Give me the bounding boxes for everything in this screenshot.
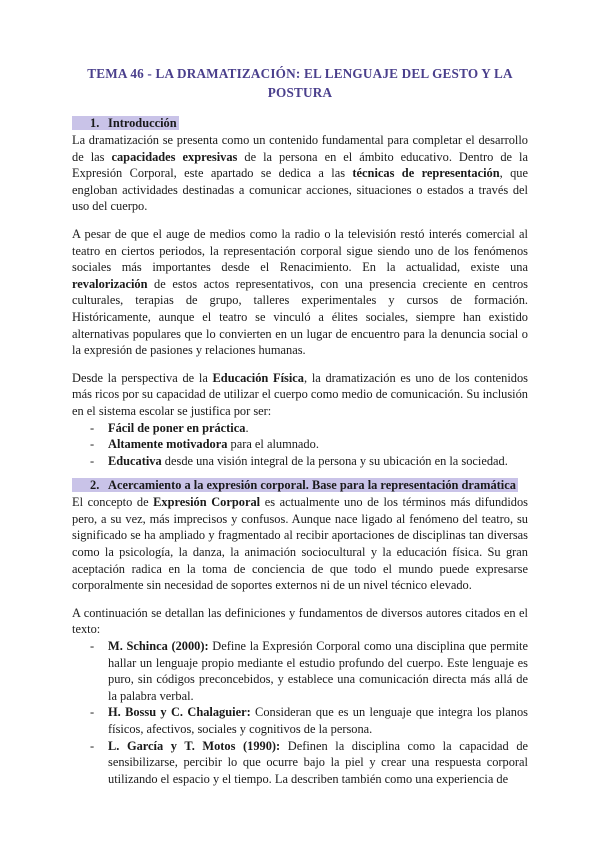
section-1-paragraph-1: La dramatización se presenta como un contenido fundamental para completar el desarrollo de las capacidades expresivas de la persona en el ámbito educativo. Dentro de la Expresión Corporal, este apartado se dedica a las técnicas de representación, que engloban actividades destinadas a comunicar acciones, situaciones o estados a través del uso del cuerpo. [72,133,528,214]
section-1-paragraph-3: Desde la perspectiva de la Educación Física, la dramatización es uno de los contenidos más ricos por su capacidad de utilizar el cuerpo como medio de comunicación. Su inclusión en el sistema escolar se justifica por ser: [72,370,528,418]
list-item: - Altamente motivadora para el alumnado. [90,437,319,452]
section-2-number: 2. [90,478,100,493]
section-1-heading [72,115,528,132]
list-item: - Educativa desde una visión integral de la persona y su ubicación en la sociedad. [90,453,508,468]
section-2-paragraph-2: A continuación se detallan las definiciones y fundamentos de diversos autores citados en el texto: [72,605,528,637]
section-1-number: 1. [90,116,100,130]
document-title: TEMA 46 - LA DRAMATIZACIÓN: EL LENGUAJE DEL GESTO Y LA POSTURA [87,66,513,100]
list-item: - Fácil de poner en práctica. [90,420,249,435]
section-2-heading [72,477,528,494]
section-2-title: Acercamiento a la expresión corporal. Base para la representación dramática [108,478,516,493]
list-item: - M. Schinca (2000): Define la Expresión Corporal como una disciplina que permite hallar un lenguaje propio mediante el estudio profundo del cuerpo. Este lenguaje es puro, sin códigos preconcebidos, y establece una comunicación directa más allá de la palabra verbal. [90,639,528,703]
list-item: - L. García y T. Motos (1990): Definen la disciplina como la capacidad de sensibilizarse, percibir lo que ocurre bajo la piel y crear una respuesta corporal utilizando el espacio y el tiempo. La describen también como una experiencia de [90,738,529,786]
section-1-title: Introducción [108,116,177,130]
section-1-paragraph-2: A pesar de que el auge de medios como la radio o la televisión restó interés comercial al teatro en ciertos periodos, la representación corporal sigue siendo uno de los fenómenos sociales más importantes desde el Renacimiento. En la actualidad, existe una revalorización de estos actos representativos, con una presencia creciente en centros culturales, terapias de grupo, talleres experimentales y cursos de formación. Históricamente, aunque el teatro se vinculó a élites sociales, siempre han existido alternativas populares que lo convierten en un lugar de encuentro para la denuncia social o la expresión de pasiones y relaciones humanas. [72,226,528,358]
section-2-paragraph-1: El concepto de Expresión Corporal es actualmente uno de los términos más difundidos pero, a su vez, más imprecisos y confusos. Aunque nace ligado al fenómeno del teatro, su significado se ha ampliado y fragmentado al recibir aportaciones de disciplinas tan diversas como la psicología, la danza, la animación sociocultural y la educación física. Su gran aceptación radica en la toma de conciencia de que todo el mundo puede expresarse corporalmente sin necesidad de soportes externos ni de un nivel técnico elevado. [72,495,528,593]
authors-list [72,638,528,787]
list-item: - H. Bossu y C. Chalaguier: Consideran que es un lenguaje que integra los planos físicos, afectivos, sociales y cognitivos de la persona. [90,705,528,736]
justification-list [72,420,528,470]
